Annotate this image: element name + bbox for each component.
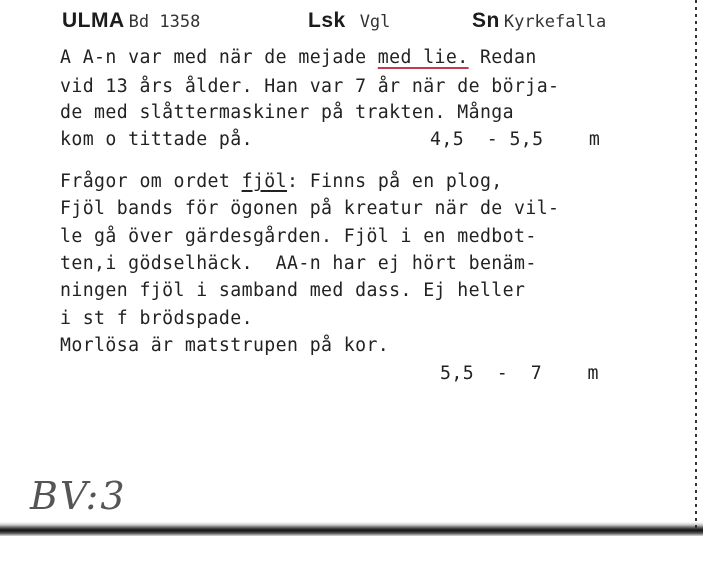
text-segment: : Finns på en plog, bbox=[287, 171, 503, 192]
underlined-phrase: med lie. bbox=[377, 47, 469, 68]
text-line: le gå över gärdesgården. Fjöl i en medbot- bbox=[60, 226, 537, 247]
handwritten-signature: BV:3 bbox=[30, 474, 127, 518]
text-line: ten,i gödselhäck. AA-n har ej hört benäm- bbox=[60, 253, 537, 274]
text-line: de med slåttermaskiner på trakten. Många bbox=[60, 102, 514, 123]
text-segment: Frågor om ordet bbox=[60, 171, 242, 192]
text-line: ningen fjöl i samband med dass. Ej heller bbox=[60, 280, 526, 301]
text-line: kom o tittade på. bbox=[60, 129, 253, 150]
sn-field bbox=[472, 8, 606, 33]
text-line bbox=[60, 170, 503, 194]
text-line: Morlösa är matstrupen på kor. bbox=[60, 335, 390, 356]
ulma-value: Bd 1358 bbox=[128, 12, 201, 32]
sn-label: Sn bbox=[472, 9, 500, 32]
text-line: Fjöl bands för ögonen på kreatur när de vil- bbox=[60, 198, 560, 219]
underlined-word: fjöl bbox=[241, 171, 288, 192]
text-segment: A A-n var med när de mejade bbox=[60, 47, 378, 68]
text-segment: Redan bbox=[468, 47, 537, 68]
measurement-range: 4,5 - 5,5 m bbox=[430, 129, 601, 150]
sn-value: Kyrkefalla bbox=[503, 12, 607, 32]
ulma-label: ULMA bbox=[62, 9, 125, 32]
lsk-field bbox=[308, 8, 390, 33]
text-line: i st f brödspade. bbox=[60, 308, 253, 329]
text-line: vid 13 års ålder. Han var 7 år när de börja- bbox=[60, 76, 560, 97]
lsk-value: Vgl bbox=[359, 12, 391, 32]
measurement-range: 5,5 - 7 m bbox=[440, 363, 599, 384]
scan-edge-line bbox=[695, 0, 697, 530]
ulma-field bbox=[62, 8, 200, 33]
lsk-label: Lsk bbox=[308, 9, 346, 32]
text-line bbox=[60, 46, 537, 70]
scan-edge-bar bbox=[0, 522, 703, 536]
